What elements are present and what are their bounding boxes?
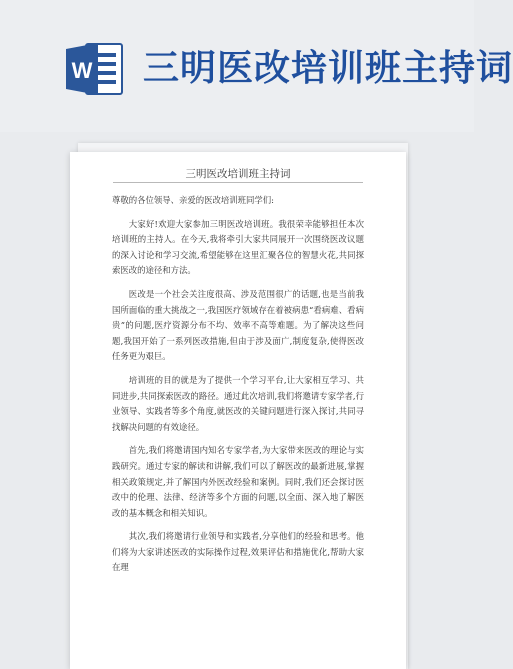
document-title: 三明医改培训班主持词	[185, 168, 291, 180]
paragraph-purpose: 培训班的目的就是为了提供一个学习平台,让大家相互学习、共同进步,共同探索医改的路径。通过此次培训,我们将邀请专家学者,行业领导、实践者等多个角度,就医改的关键问题进行深入探讨,共同寻找解决问题的有效途径。	[112, 374, 364, 432]
word-doc-icon	[64, 41, 124, 97]
header-banner	[0, 0, 513, 132]
banner-title: 三明医改培训班主持词	[143, 48, 513, 89]
paragraph-second: 其次,我们将邀请行业领导和实践者,分享他们的经验和思考。他们将为大家讲述医改的实际操作过程,效果评估和措施优化,帮助大家在理	[112, 531, 364, 573]
title-divider	[113, 182, 363, 183]
paragraph-background: 医改是一个社会关注度很高、涉及范围很广的话题,也是当前我国所面临的重大挑战之一,我国医疗领域存在着被病患“看病难、看病贵”的问题,医疗资源分布不均、效率不高等难题。为了解决这些问题,我国开始了一系列医改措施,但由于涉及面广,制度复杂,使得医改任务更为艰巨。	[112, 288, 364, 362]
word-logo-letter: W	[71, 58, 93, 83]
salutation: 尊敬的各位领导、亲爱的医改培训班同学们:	[112, 195, 274, 205]
document-page	[70, 152, 406, 669]
paragraph-first: 首先,我们将邀请国内知名专家学者,为大家带来医改的理论与实践研究。通过专家的解读和讲解,我们可以了解医改的最新进展,掌握相关政策规定,并了解国内外医改经验和案例。同时,我们还会探讨医改中的伦理、法律、经济等多个方面的问题,以全面、深入地了解医改的基本概念和相关知识。	[112, 445, 364, 518]
paragraph-welcome: 大家好!欢迎大家参加三明医改培训班。我很荣幸能够担任本次培训班的主持人。在今天,我将牵引大家共同展开一次围绕医改议题的深入讨论和学习交流,希望能够在这里汇聚各位的智慧火花,共同探索医改的途径和方法。	[112, 218, 364, 276]
document-body	[112, 193, 364, 584]
